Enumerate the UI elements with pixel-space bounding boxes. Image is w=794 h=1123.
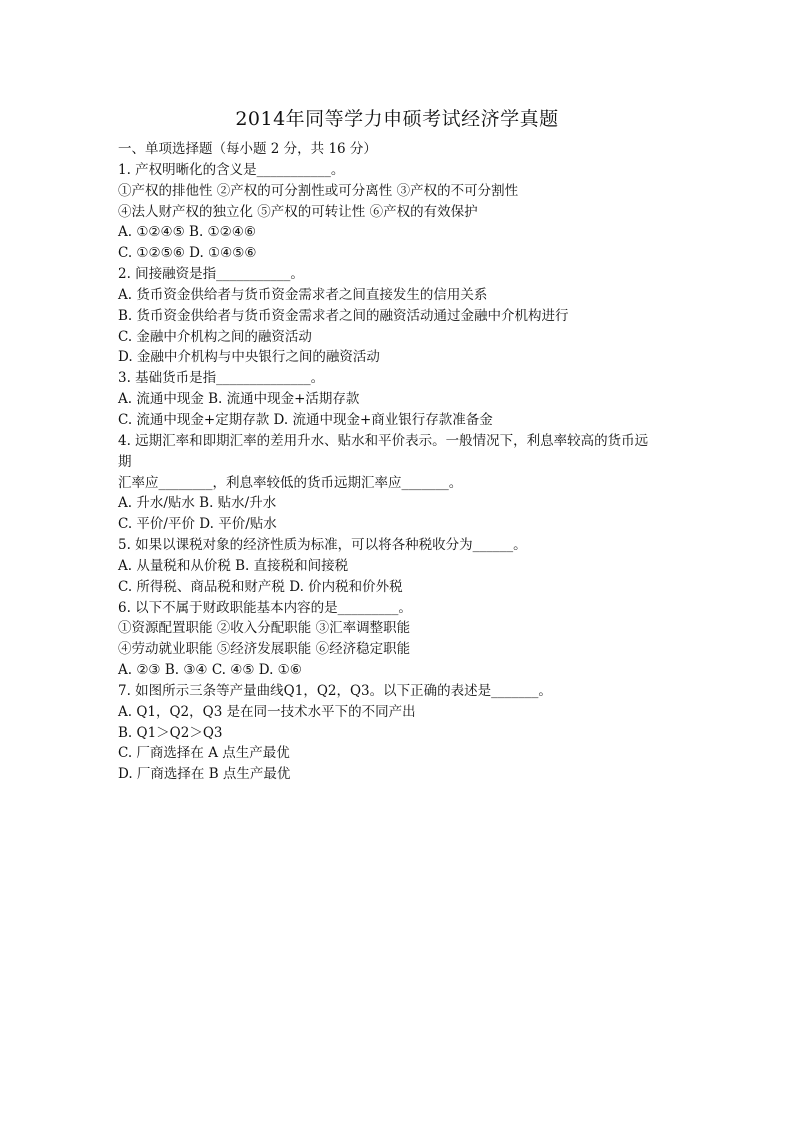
text-line: ④劳动就业职能 ⑤经济发展职能 ⑥经济稳定职能 [118, 641, 411, 658]
text-line: 一、单项选择题（每小题 2 分，共 16 分） [118, 141, 377, 157]
text-line: 汇率应________，利息率较低的货币远期汇率应_______。 [118, 474, 463, 491]
text-line: D. 厂商选择在 B 点生产最优 [118, 766, 291, 783]
text-line: 5. 如果以课税对象的经济性质为标准，可以将各种税收分为______。 [118, 537, 527, 554]
text-line: ①资源配置职能 ②收入分配职能 ③汇率调整职能 [118, 620, 411, 637]
text-line: C. 平价/平价 D. 平价/贴水 [118, 516, 277, 533]
text-line: A. ②③ B. ③④ C. ④⑤ D. ①⑥ [118, 662, 302, 679]
document-body [118, 139, 688, 785]
text-line: 7. 如图所示三条等产量曲线Q1，Q2，Q3。以下正确的表述是_______。 [118, 682, 552, 699]
text-line: A. 流通中现金 B. 流通中现金+活期存款 [118, 391, 360, 408]
text-line: 6. 以下不属于财政职能基本内容的是_________。 [118, 599, 412, 616]
text-line: A. 升水/贴水 B. 贴水/升水 [118, 495, 277, 512]
text-line: B. Q1＞Q2＞Q3 [118, 724, 223, 741]
text-line: C. ①②⑤⑥ D. ①④⑤⑥ [118, 245, 257, 262]
text-line: A. 从量税和从价税 B. 直接税和间接税 [118, 557, 349, 574]
text-line: 4. 远期汇率和即期汇率的差用升水、贴水和平价表示。一般情况下，利息率较高的货币远 [118, 432, 649, 449]
text-line: 2. 间接融资是指___________。 [118, 266, 304, 283]
text-line: A. Q1，Q2，Q3 是在同一技术水平下的不同产出 [118, 703, 416, 720]
text-line: 期 [118, 453, 132, 470]
text-line: C. 所得税、商品税和财产税 D. 价内税和价外税 [118, 578, 403, 595]
text-line: B. 货币资金供给者与货币资金需求者之间的融资活动通过金融中介机构进行 [118, 307, 569, 324]
text-line: ④法人财产权的独立化 ⑤产权的可转让性 ⑥产权的有效保护 [118, 203, 478, 220]
text-line: A. ①②④⑤ B. ①②④⑥ [118, 224, 256, 241]
text-line: A. 货币资金供给者与货币资金需求者之间直接发生的信用关系 [118, 286, 488, 303]
document-title: 2014年同等学力申硕考试经济学真题 [235, 108, 559, 130]
text-line: C. 金融中介机构之间的融资活动 [118, 328, 312, 345]
text-line: C. 厂商选择在 A 点生产最优 [118, 745, 290, 762]
text-line: ①产权的排他性 ②产权的可分割性或可分离性 ③产权的不可分割性 [118, 182, 519, 199]
text-line: D. 金融中介机构与中央银行之间的融资活动 [118, 349, 380, 366]
text-line: 1. 产权明晰化的含义是___________。 [118, 161, 345, 178]
text-line: C. 流通中现金+定期存款 D. 流通中现金+商业银行存款准备金 [118, 411, 493, 428]
text-line: 3. 基础货币是指______________。 [118, 370, 325, 387]
